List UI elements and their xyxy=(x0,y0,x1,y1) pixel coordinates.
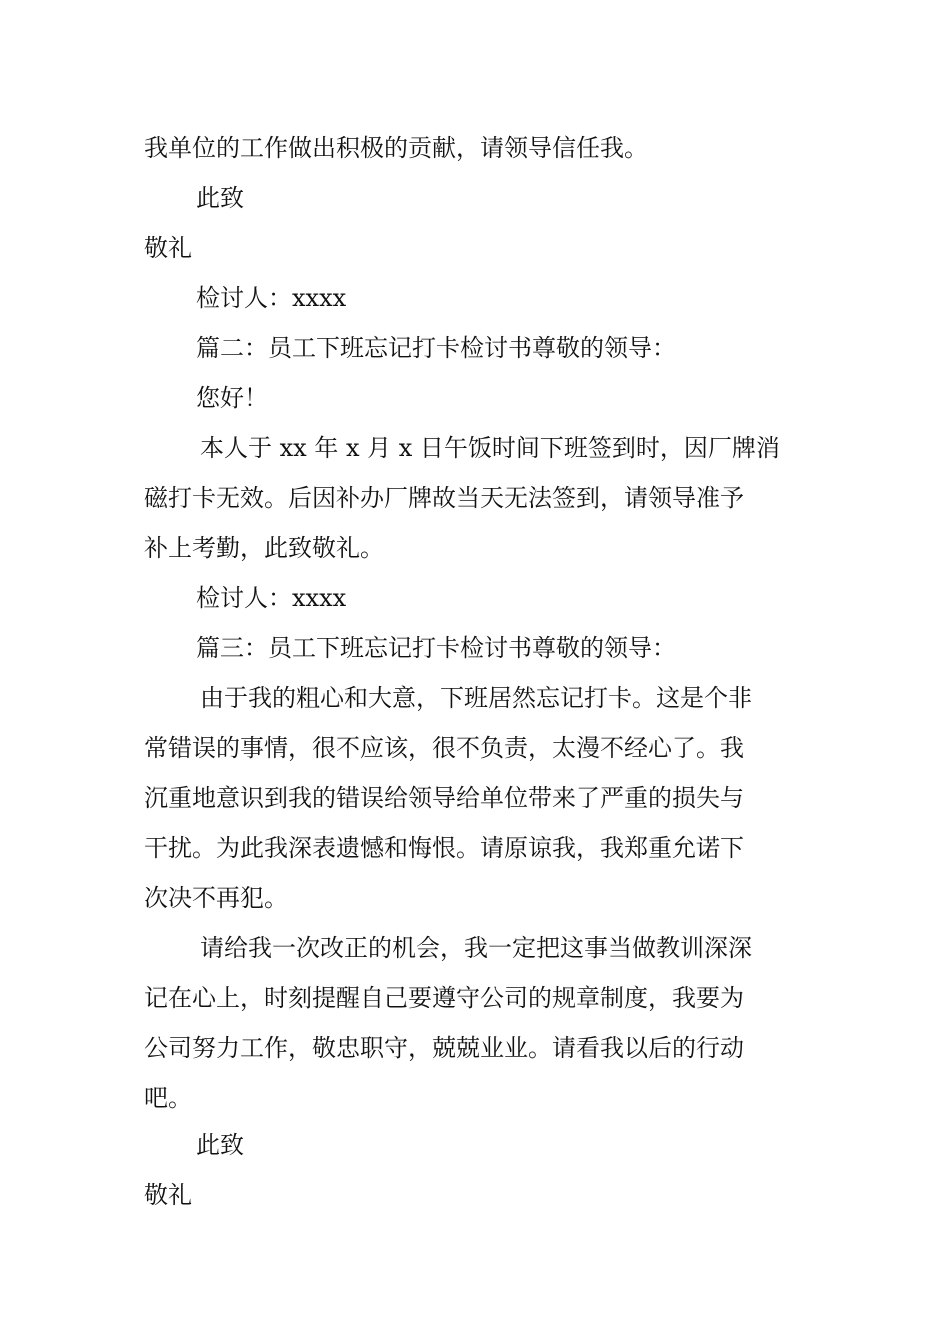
text-line: 沉重地意识到我的错误给领导给单位带来了严重的损失与 xyxy=(144,784,744,812)
text-line: 补上考勤，此致敬礼。 xyxy=(144,534,384,562)
text-line: 由于我的粗心和大意，下班居然忘记打卡。这是个非 xyxy=(200,684,752,712)
text-line: 干扰。为此我深表遗憾和悔恨。请原谅我，我郑重允诺下 xyxy=(144,834,744,862)
text-line: 敬礼 xyxy=(144,234,192,262)
text-line: 次决不再犯。 xyxy=(144,884,288,912)
text-line: 检讨人：xxxx xyxy=(196,284,347,312)
text-line: 常错误的事情，很不应该，很不负责，太漫不经心了。我 xyxy=(144,734,744,762)
text-line: 吧。 xyxy=(144,1084,192,1112)
text-line: 篇二：员工下班忘记打卡检讨书尊敬的领导： xyxy=(196,334,676,362)
text-line: 篇三：员工下班忘记打卡检讨书尊敬的领导： xyxy=(196,634,676,662)
text-line: 记在心上，时刻提醒自己要遵守公司的规章制度，我要为 xyxy=(144,984,744,1012)
text-line: 我单位的工作做出积极的贡献，请领导信任我。 xyxy=(144,134,648,162)
text-line: 本人于 xx 年 x 月 x 日午饭时间下班签到时，因厂牌消 xyxy=(200,434,780,462)
text-line: 此致 xyxy=(196,1131,244,1159)
text-line: 此致 xyxy=(196,184,244,212)
text-line: 检讨人：xxxx xyxy=(196,584,347,612)
text-line: 敬礼 xyxy=(144,1181,192,1209)
text-line: 您好！ xyxy=(196,384,268,412)
text-line: 请给我一次改正的机会，我一定把这事当做教训深深 xyxy=(200,934,752,962)
text-line: 公司努力工作，敬忠职守，兢兢业业。请看我以后的行动 xyxy=(144,1034,744,1062)
text-line: 磁打卡无效。后因补办厂牌故当天无法签到，请领导准予 xyxy=(144,484,744,512)
